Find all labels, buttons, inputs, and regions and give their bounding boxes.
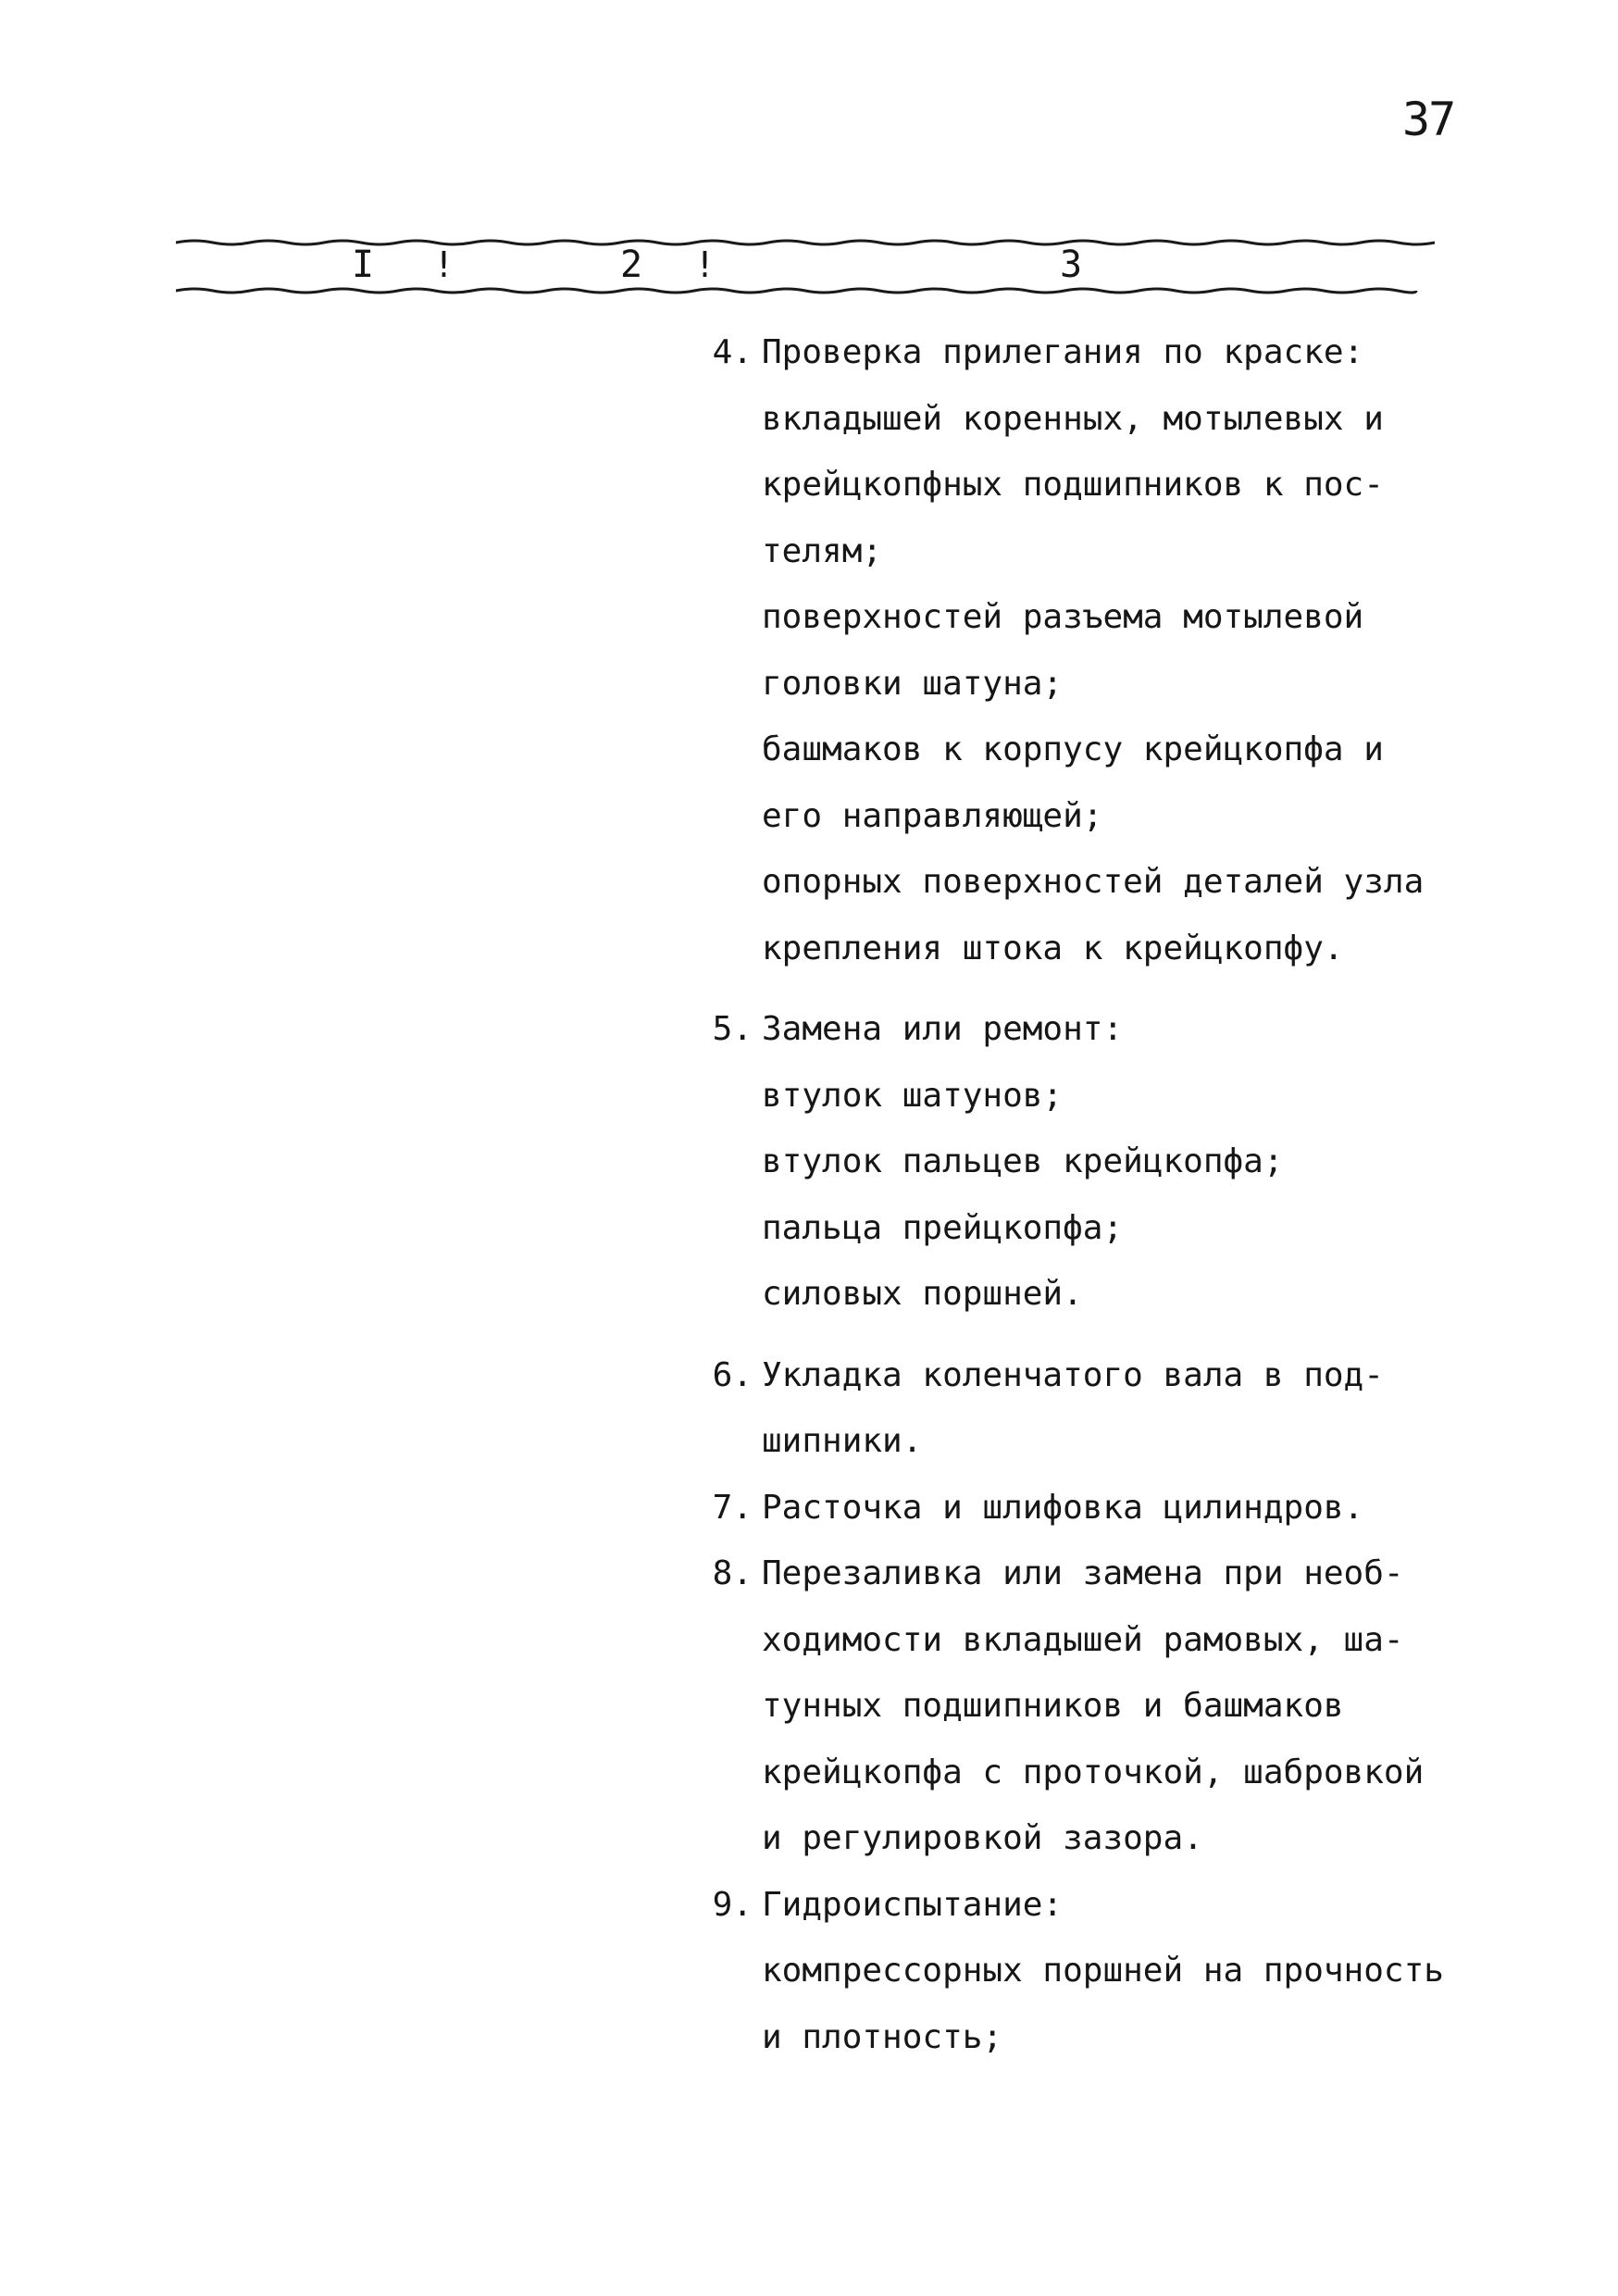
item-line: силовых поршней. <box>762 1275 1083 1313</box>
list-item <box>690 1475 1578 1541</box>
item-title: Укладка коленчатого вала в под- <box>762 1355 1384 1394</box>
list-item <box>690 996 1578 1328</box>
item-line: крейцкопфа с проточкой, шабровкой <box>762 1753 1425 1791</box>
list-item <box>690 1541 1578 1872</box>
column-separator: ! <box>694 244 716 285</box>
item-line: втулок пальцев крейцкопфа; <box>762 1142 1284 1180</box>
column-header-1: I <box>352 243 375 286</box>
item-line: головки шатуна; <box>762 664 1064 703</box>
item-line: его направляющей; <box>762 796 1103 835</box>
item-number: 6. <box>712 1355 753 1394</box>
item-title: Замена или ремонт: <box>762 1010 1124 1048</box>
item-line: компрессорных поршней на прочность <box>762 1952 1444 1990</box>
item-line: и плотность; <box>762 2017 1003 2056</box>
list-item <box>690 319 1578 981</box>
item-line: телям; <box>762 531 883 570</box>
bottom-rule <box>176 289 1416 293</box>
item-line: крепления штока к крейцкопфу. <box>762 929 1344 967</box>
item-line: башмаков к корпусу крейцкопфа и <box>762 730 1384 768</box>
item-line: крейцкопфных подшипников к пос- <box>762 466 1384 504</box>
item-number: 8. <box>712 1554 753 1592</box>
item-line: вкладышей коренных, мотылевых и <box>762 399 1384 438</box>
item-number: 4. <box>712 333 753 371</box>
table-header <box>176 230 1449 304</box>
column-header-3: 3 <box>1060 243 1083 286</box>
item-line: втулок шатунов; <box>762 1076 1064 1115</box>
item-title: Расточка и шлифовка цилиндров. <box>762 1488 1364 1527</box>
item-line: и регулировкой зазора. <box>762 1819 1203 1857</box>
item-number: 9. <box>712 1885 753 1924</box>
item-title: Перезаливка или замена при необ- <box>762 1554 1404 1592</box>
list-item <box>690 1342 1578 1475</box>
item-line: опорных поверхностей деталей узла <box>762 863 1425 901</box>
item-line: поверхностей разъема мотылевой <box>762 598 1364 636</box>
item-line: шипники. <box>762 1422 923 1460</box>
column-header-2: 2 <box>620 243 643 286</box>
item-line: пальца прейцкопфа; <box>762 1208 1124 1247</box>
item-line: тунных подшипников и башмаков <box>762 1687 1344 1725</box>
item-line: ходимости вкладышей рамовых, ша- <box>762 1620 1404 1659</box>
item-title: Гидроиспытание: <box>762 1885 1064 1924</box>
item-number: 5. <box>712 1010 753 1048</box>
work-list <box>690 319 1578 2070</box>
page-number: 37 <box>1402 93 1455 146</box>
item-number: 7. <box>712 1488 753 1527</box>
item-title: Проверка прилегания по краске: <box>762 333 1364 371</box>
column-separator: ! <box>433 244 454 285</box>
list-item <box>690 1872 1578 2071</box>
